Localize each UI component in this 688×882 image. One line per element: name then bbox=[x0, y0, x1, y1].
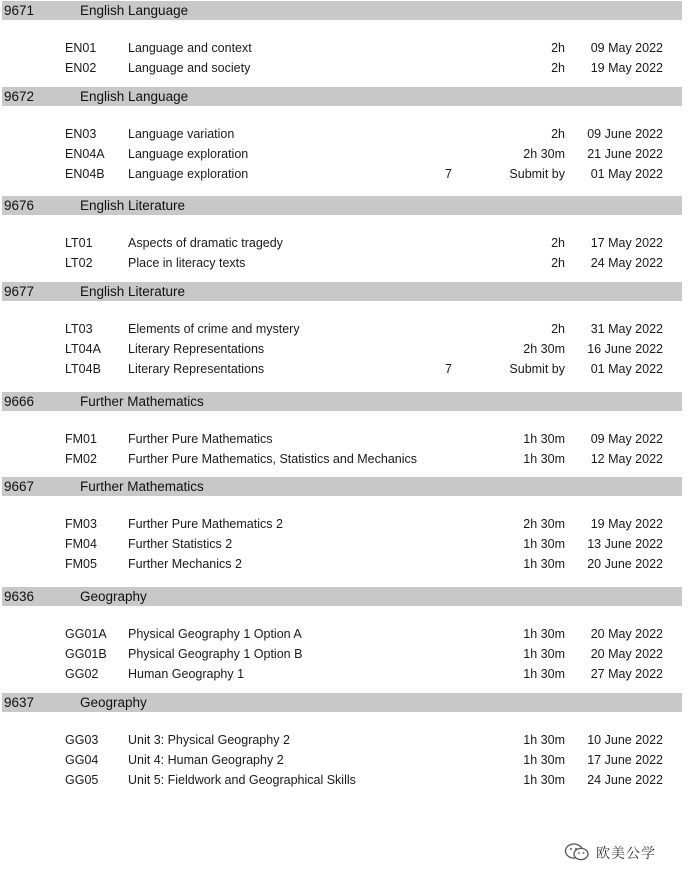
paper-row bbox=[0, 733, 688, 753]
subject-code: 9667 bbox=[4, 479, 35, 494]
paper-duration: 2h bbox=[551, 236, 565, 250]
paper-row bbox=[0, 167, 688, 187]
paper-duration: 2h 30m bbox=[523, 517, 565, 531]
paper-title: Further Pure Mathematics, Statistics and Mechanics bbox=[128, 452, 418, 466]
wechat-icon bbox=[564, 842, 590, 865]
paper-code: GG01A bbox=[65, 627, 107, 641]
subject-code: 9637 bbox=[4, 695, 35, 710]
paper-code: FM03 bbox=[65, 517, 97, 531]
paper-code: GG03 bbox=[65, 733, 99, 747]
paper-duration: 2h bbox=[551, 41, 565, 55]
paper-code: LT02 bbox=[65, 256, 93, 270]
paper-duration: 2h 30m bbox=[523, 342, 565, 356]
paper-code: EN04B bbox=[65, 167, 105, 181]
paper-date: 17 May 2022 bbox=[590, 236, 663, 250]
paper-code: FM05 bbox=[65, 557, 97, 571]
paper-title: Unit 5: Fieldwork and Geographical Skills bbox=[128, 773, 356, 787]
paper-duration: 1h 30m bbox=[523, 647, 565, 661]
paper-date: 21 June 2022 bbox=[587, 147, 663, 161]
paper-title: Aspects of dramatic tragedy bbox=[128, 236, 283, 250]
paper-code: FM04 bbox=[65, 537, 97, 551]
subject-header bbox=[2, 1, 682, 20]
paper-row bbox=[0, 147, 688, 167]
paper-row bbox=[0, 41, 688, 61]
paper-date: 01 May 2022 bbox=[590, 362, 663, 376]
paper-duration: Submit by bbox=[509, 167, 565, 181]
paper-date: 19 May 2022 bbox=[590, 517, 663, 531]
paper-code: LT04B bbox=[65, 362, 101, 376]
paper-row bbox=[0, 753, 688, 773]
subject-header bbox=[2, 392, 682, 411]
paper-code: LT04A bbox=[65, 342, 101, 356]
paper-row bbox=[0, 647, 688, 667]
paper-code: EN04A bbox=[65, 147, 105, 161]
paper-code: GG01B bbox=[65, 647, 107, 661]
paper-row bbox=[0, 773, 688, 793]
subject-code: 9677 bbox=[4, 284, 35, 299]
paper-duration: 1h 30m bbox=[523, 667, 565, 681]
paper-date: 01 May 2022 bbox=[590, 167, 663, 181]
paper-code: LT03 bbox=[65, 322, 93, 336]
paper-date: 24 June 2022 bbox=[587, 773, 663, 787]
paper-date: 20 May 2022 bbox=[590, 627, 663, 641]
paper-date: 20 May 2022 bbox=[590, 647, 663, 661]
subject-name: Geography bbox=[80, 695, 147, 710]
watermark bbox=[564, 842, 656, 864]
paper-duration: 1h 30m bbox=[523, 627, 565, 641]
paper-date: 13 June 2022 bbox=[587, 537, 663, 551]
subject-code: 9636 bbox=[4, 589, 35, 604]
paper-duration: 2h bbox=[551, 256, 565, 270]
paper-date: 16 June 2022 bbox=[587, 342, 663, 356]
subject-name: Geography bbox=[80, 589, 147, 604]
paper-title: Unit 3: Physical Geography 2 bbox=[128, 733, 290, 747]
paper-title: Language and context bbox=[128, 41, 252, 55]
subject-name: English Language bbox=[80, 89, 189, 104]
paper-row bbox=[0, 557, 688, 577]
paper-extra: 7 bbox=[445, 362, 452, 376]
paper-date: 20 June 2022 bbox=[587, 557, 663, 571]
paper-title: Further Statistics 2 bbox=[128, 537, 233, 551]
paper-date: 24 May 2022 bbox=[590, 256, 663, 270]
paper-title: Language variation bbox=[128, 127, 235, 141]
watermark-text: 欧美公学 bbox=[596, 845, 656, 861]
paper-date: 09 May 2022 bbox=[590, 41, 663, 55]
paper-date: 27 May 2022 bbox=[590, 667, 663, 681]
paper-title: Further Pure Mathematics bbox=[128, 432, 273, 446]
paper-row bbox=[0, 432, 688, 452]
paper-row bbox=[0, 322, 688, 342]
paper-code: EN01 bbox=[65, 41, 97, 55]
paper-title: Literary Representations bbox=[128, 362, 265, 376]
subject-name: English Literature bbox=[80, 198, 186, 213]
paper-title: Place in literacy texts bbox=[128, 256, 246, 270]
paper-row bbox=[0, 256, 688, 276]
paper-duration: Submit by bbox=[509, 362, 565, 376]
paper-duration: 2h bbox=[551, 322, 565, 336]
paper-title: Physical Geography 1 Option A bbox=[128, 627, 302, 641]
paper-title: Language exploration bbox=[128, 147, 249, 161]
subject-name: Further Mathematics bbox=[80, 394, 204, 409]
paper-title: Human Geography 1 bbox=[128, 667, 245, 681]
paper-code: GG05 bbox=[65, 773, 99, 787]
paper-duration: 1h 30m bbox=[523, 753, 565, 767]
paper-duration: 1h 30m bbox=[523, 452, 565, 466]
paper-title: Unit 4: Human Geography 2 bbox=[128, 753, 284, 767]
paper-date: 31 May 2022 bbox=[590, 322, 663, 336]
paper-date: 09 May 2022 bbox=[590, 432, 663, 446]
paper-title: Elements of crime and mystery bbox=[128, 322, 300, 336]
paper-code: LT01 bbox=[65, 236, 93, 250]
paper-code: EN03 bbox=[65, 127, 97, 141]
subject-header bbox=[2, 196, 682, 215]
subject-code: 9666 bbox=[4, 394, 35, 409]
paper-row bbox=[0, 362, 688, 382]
subject-header bbox=[2, 282, 682, 301]
subject-code: 9671 bbox=[4, 3, 35, 18]
paper-duration: 1h 30m bbox=[523, 733, 565, 747]
paper-code: FM02 bbox=[65, 452, 97, 466]
paper-code: GG04 bbox=[65, 753, 99, 767]
subject-header bbox=[2, 587, 682, 606]
paper-title: Literary Representations bbox=[128, 342, 265, 356]
subject-header bbox=[2, 693, 682, 712]
paper-date: 10 June 2022 bbox=[587, 733, 663, 747]
paper-code: EN02 bbox=[65, 61, 97, 75]
paper-row bbox=[0, 452, 688, 472]
paper-row bbox=[0, 537, 688, 557]
paper-row bbox=[0, 61, 688, 81]
paper-duration: 2h bbox=[551, 127, 565, 141]
paper-duration: 1h 30m bbox=[523, 557, 565, 571]
paper-row bbox=[0, 127, 688, 147]
paper-date: 19 May 2022 bbox=[590, 61, 663, 75]
subject-code: 9676 bbox=[4, 198, 35, 213]
subject-header bbox=[2, 477, 682, 496]
paper-date: 09 June 2022 bbox=[587, 127, 663, 141]
paper-row bbox=[0, 667, 688, 687]
subject-name: Further Mathematics bbox=[80, 479, 204, 494]
paper-duration: 2h bbox=[551, 61, 565, 75]
paper-duration: 1h 30m bbox=[523, 537, 565, 551]
paper-title: Physical Geography 1 Option B bbox=[128, 647, 303, 661]
paper-title: Language exploration bbox=[128, 167, 249, 181]
subject-name: English Literature bbox=[80, 284, 186, 299]
paper-row bbox=[0, 627, 688, 647]
paper-date: 17 June 2022 bbox=[587, 753, 663, 767]
paper-row bbox=[0, 236, 688, 256]
paper-extra: 7 bbox=[445, 167, 452, 181]
paper-title: Further Mechanics 2 bbox=[128, 557, 242, 571]
subject-header bbox=[2, 87, 682, 106]
subject-code: 9672 bbox=[4, 89, 35, 104]
paper-duration: 1h 30m bbox=[523, 432, 565, 446]
paper-code: GG02 bbox=[65, 667, 99, 681]
paper-row bbox=[0, 517, 688, 537]
subject-name: English Language bbox=[80, 3, 189, 18]
paper-title: Language and society bbox=[128, 61, 251, 75]
paper-duration: 1h 30m bbox=[523, 773, 565, 787]
paper-duration: 2h 30m bbox=[523, 147, 565, 161]
paper-row bbox=[0, 342, 688, 362]
paper-title: Further Pure Mathematics 2 bbox=[128, 517, 283, 531]
paper-date: 12 May 2022 bbox=[590, 452, 663, 466]
paper-code: FM01 bbox=[65, 432, 97, 446]
